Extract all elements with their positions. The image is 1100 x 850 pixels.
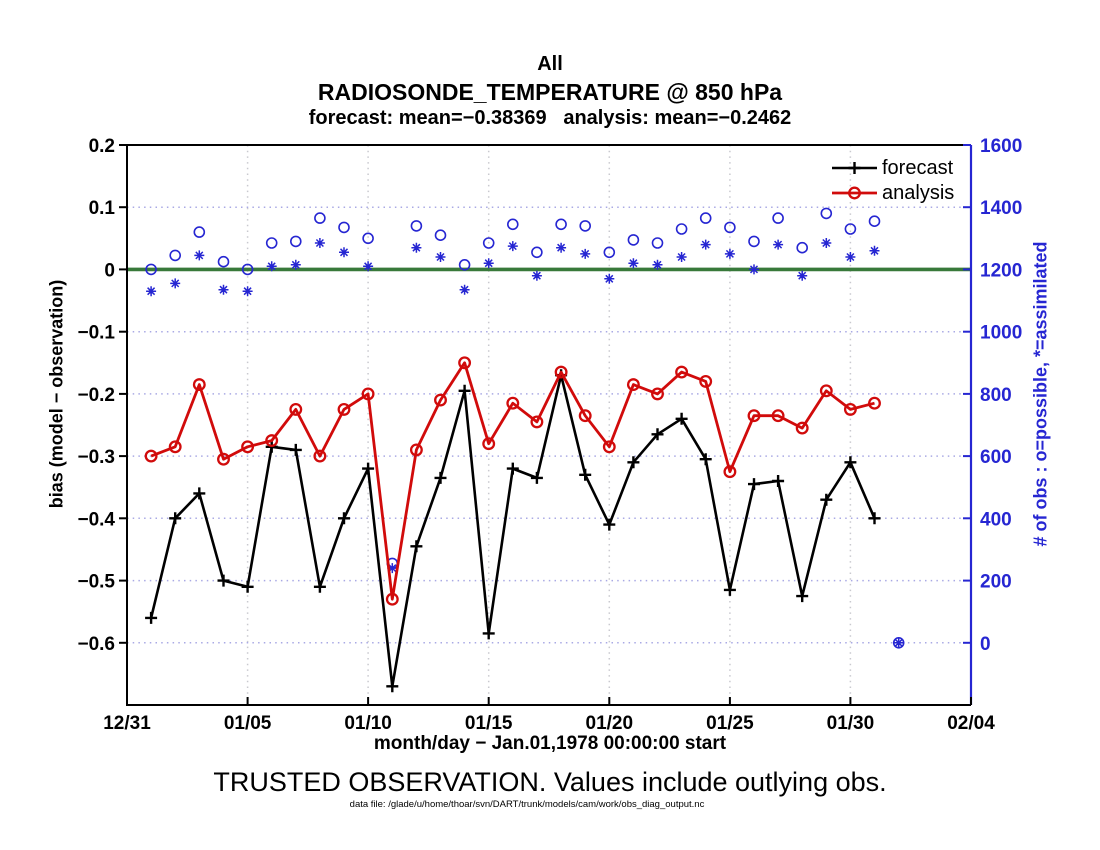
plot-title-region: All — [537, 53, 563, 75]
svg-text:−0.5: −0.5 — [77, 571, 115, 593]
series-possible — [146, 208, 904, 647]
legend-analysis-label: analysis — [882, 182, 955, 204]
svg-text:0.2: 0.2 — [88, 136, 115, 157]
plot-title-means: forecast: mean=−0.38369 analysis: mean=−0.2462 — [308, 107, 792, 129]
svg-text:−0.2: −0.2 — [77, 384, 115, 406]
tick-labels — [77, 136, 1022, 734]
svg-text:12/31: 12/31 — [103, 713, 151, 734]
svg-text:0: 0 — [104, 260, 115, 282]
svg-text:1200: 1200 — [980, 260, 1023, 282]
svg-text:01/30: 01/30 — [826, 713, 875, 734]
svg-text:01/20: 01/20 — [585, 713, 634, 734]
svg-text:1600: 1600 — [980, 136, 1023, 157]
legend-marks — [832, 162, 877, 198]
series-forecast — [145, 369, 880, 692]
svg-text:−0.4: −0.4 — [77, 509, 115, 531]
x-axis-label: month/day − Jan.01,1978 00:00:00 start — [373, 733, 727, 754]
axes-box — [119, 145, 971, 705]
trusted-observation-note: TRUSTED OBSERVATION. Values include outlying obs. — [213, 767, 887, 797]
data-file-path: data file: /glade/u/home/thoar/svn/DART/trunk/models/cam/work/obs_diag_output.nc — [349, 799, 705, 810]
svg-text:01/05: 01/05 — [223, 713, 272, 734]
svg-text:−0.3: −0.3 — [77, 447, 115, 469]
svg-text:−0.6: −0.6 — [77, 633, 115, 655]
svg-text:01/10: 01/10 — [344, 713, 392, 734]
svg-text:800: 800 — [980, 384, 1012, 406]
svg-text:0: 0 — [980, 633, 991, 655]
plot-title-variable: RADIOSONDE_TEMPERATURE @ 850 hPa — [317, 79, 783, 105]
svg-text:1400: 1400 — [980, 198, 1023, 220]
svg-text:02/04: 02/04 — [947, 713, 995, 734]
svg-text:400: 400 — [980, 509, 1012, 531]
svg-text:200: 200 — [980, 571, 1012, 593]
svg-text:−0.1: −0.1 — [77, 322, 115, 344]
svg-text:01/15: 01/15 — [464, 713, 513, 734]
svg-text:1000: 1000 — [980, 322, 1023, 344]
plot-page: All RADIOSONDE_TEMPERATURE @ 850 hPa forecast: mean=−0.38369 analysis: mean=−0.2462 0.2 0.1 0 −0.1 −0.2 −0.3 −0.4 −0.5 −0.6 1600 1400 1200 1000 800 600 400 200 0 12/31 01/05 01/10 01/15 01/20 01/25 01/30 02/04 bias (model − observation) # of obs : o=possible, *=assimilated forecast analysis month/day − Jan.01,1978 00:00:00 start TRUSTED OBSERVATION. Values include outlying obs. data file: /glade/u/home/thoar/svn/DART/trunk/models/cam/work/obs_diag_output.nc — [0, 0, 1100, 850]
svg-text:0.1: 0.1 — [88, 198, 115, 220]
legend-forecast-label: forecast — [882, 157, 954, 179]
svg-text:600: 600 — [980, 447, 1012, 469]
svg-text:01/25: 01/25 — [706, 713, 754, 734]
